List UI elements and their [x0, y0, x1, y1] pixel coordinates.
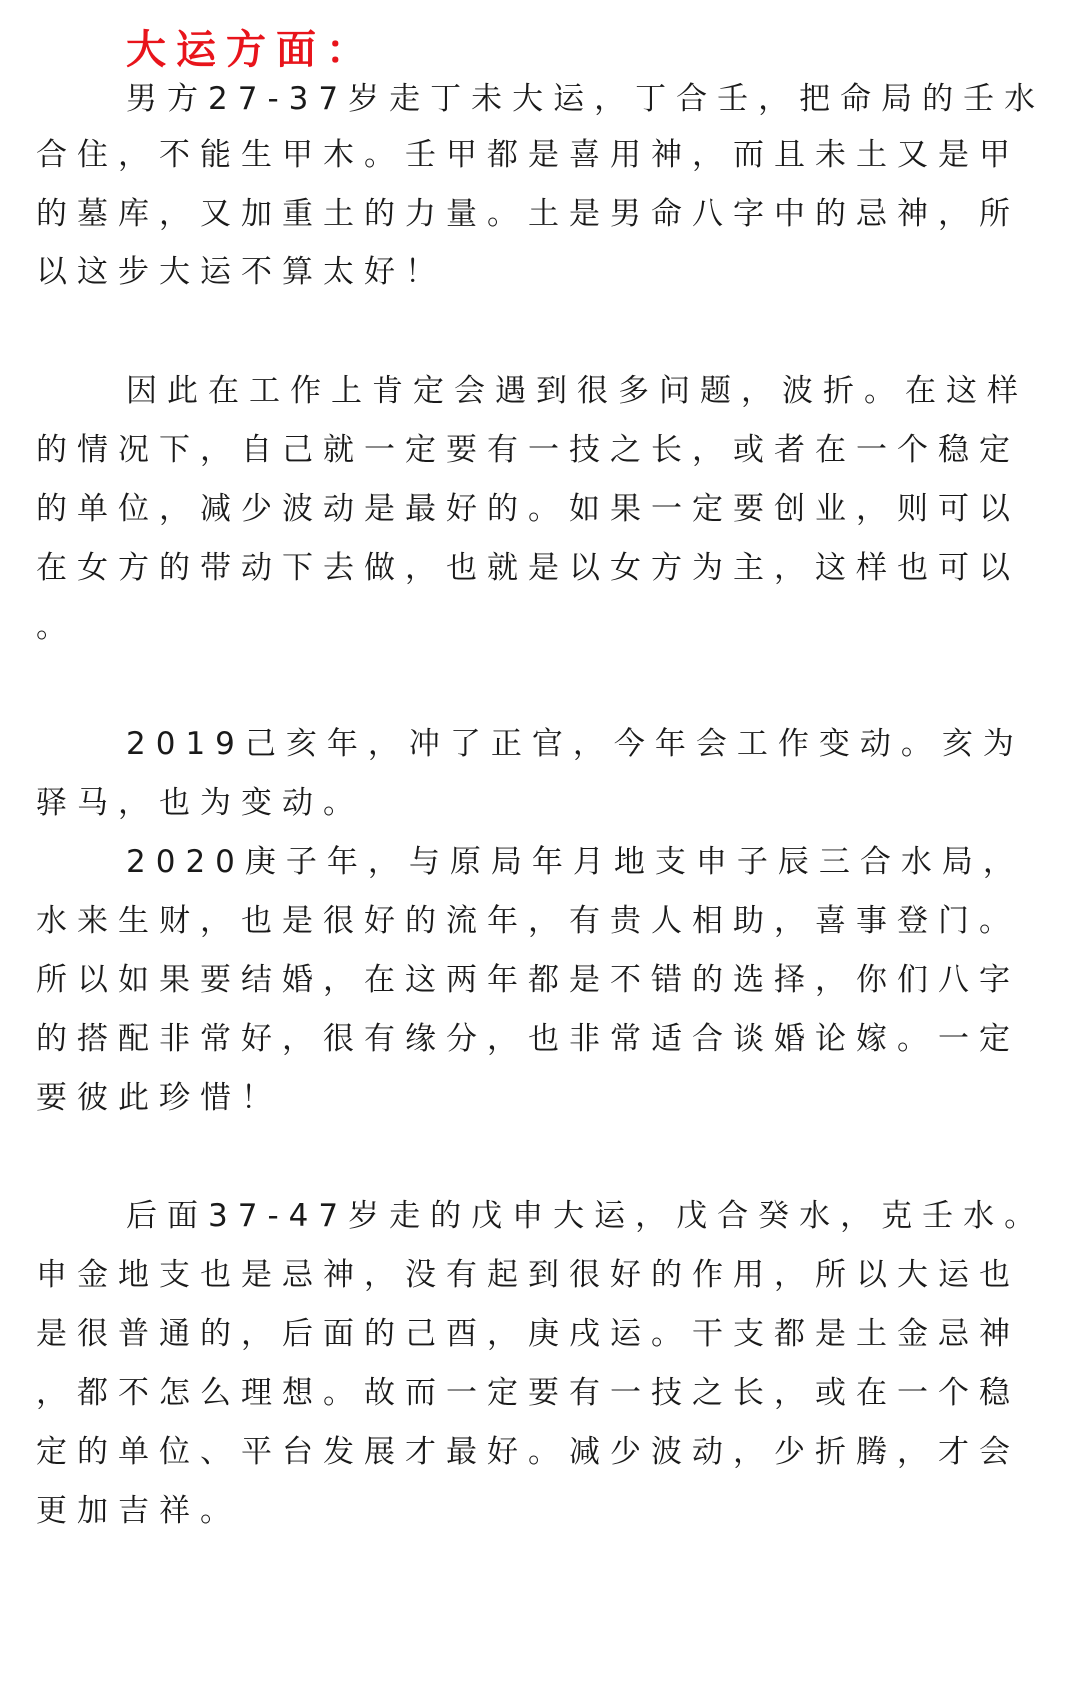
text-line: 的情况下，自己就一定要有一技之长，或者在一个稳定: [36, 432, 1020, 468]
text-line: 所以如果要结婚，在这两年都是不错的选择，你们八字: [36, 962, 1020, 998]
text-line: 合住，不能生甲木。壬甲都是喜用神，而且未土又是甲: [36, 137, 1020, 173]
text-line: 2020庚子年，与原局年月地支申子辰三合水局，: [126, 844, 1024, 880]
text-line: 要彼此珍惜！: [36, 1080, 282, 1116]
text-line: 的墓库，又加重土的力量。土是男命八字中的忌神，所: [36, 196, 1020, 232]
text-line: 的单位，减少波动是最好的。如果一定要创业，则可以: [36, 491, 1020, 527]
text-line: 水来生财，也是很好的流年，有贵人相助，喜事登门。: [36, 903, 1020, 939]
text-line: 在女方的带动下去做，也就是以女方为主，这样也可以: [36, 550, 1020, 586]
text-line: ，都不怎么理想。故而一定要有一技之长，或在一个稳: [36, 1375, 1020, 1411]
text-line: 定的单位、平台发展才最好。减少波动，少折腾，才会: [36, 1434, 1020, 1470]
section-title: 大运方面：: [126, 27, 376, 73]
text-line: 。: [36, 609, 77, 645]
text-line: 是很普通的，后面的己酉，庚戌运。干支都是土金忌神: [36, 1316, 1020, 1352]
text-line: 申金地支也是忌神，没有起到很好的作用，所以大运也: [36, 1257, 1020, 1293]
text-line: 2019己亥年，冲了正官，今年会工作变动。亥为: [126, 726, 1024, 762]
text-line: 的搭配非常好，很有缘分，也非常适合谈婚论嫁。一定: [36, 1021, 1020, 1057]
text-line: 驿马，也为变动。: [36, 785, 364, 821]
text-line: 后面37-47岁走的戊申大运，戊合癸水，克壬水。: [126, 1198, 1046, 1234]
text-line: 以这步大运不算太好！: [36, 254, 446, 290]
text-line: 更加吉祥。: [36, 1493, 241, 1529]
text-line: 男方27-37岁走丁未大运，丁合壬，把命局的壬水: [126, 81, 1046, 117]
text-line: 因此在工作上肯定会遇到很多问题，波折。在这样: [126, 373, 1028, 409]
